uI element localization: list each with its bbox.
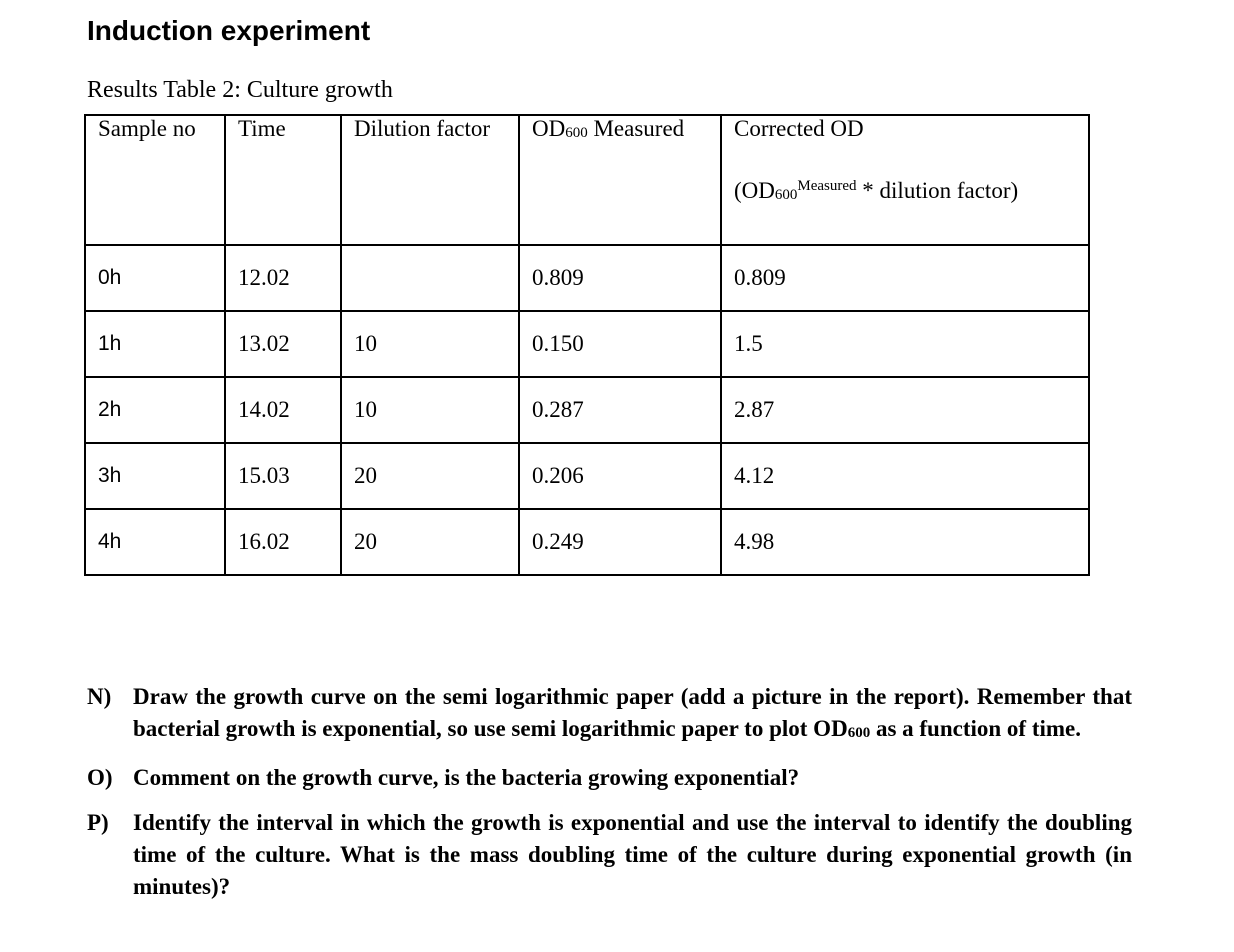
page-title: Induction experiment <box>87 15 371 46</box>
table-row <box>85 311 1089 377</box>
question-text-main: Draw the growth curve on the semi logarithmic paper (add a picture in the report). Remember that bacterial growth is exponential, so use semi logarithmic paper to plot OD <box>133 684 1132 741</box>
od-subscript: 600 <box>565 125 588 141</box>
table-row <box>85 509 1089 575</box>
question-letter: O) <box>87 765 113 790</box>
table-caption: Results Table 2: Culture growth <box>87 77 393 103</box>
cell-corrected-od: 2.87 <box>721 377 1089 443</box>
cell-sample: 0h <box>85 245 225 311</box>
cell-dilution <box>341 245 519 311</box>
cell-time: 15.03 <box>225 443 341 509</box>
cell-dilution: 10 <box>341 311 519 377</box>
cell-corrected-od: 1.5 <box>721 311 1089 377</box>
table-row <box>85 443 1089 509</box>
header-sample-no: Sample no <box>85 115 225 245</box>
corrected-od-formula <box>734 178 1076 204</box>
cell-time: 16.02 <box>225 509 341 575</box>
question-item <box>87 807 1132 903</box>
cell-dilution: 20 <box>341 443 519 509</box>
cell-od-measured: 0.206 <box>519 443 721 509</box>
od-measured-label: Measured <box>587 116 685 141</box>
cell-sample: 3h <box>85 443 225 509</box>
question-subscript: 600 <box>847 725 871 741</box>
header-corrected-od <box>721 115 1089 245</box>
cell-sample: 2h <box>85 377 225 443</box>
cell-corrected-od: 4.98 <box>721 509 1089 575</box>
question-letter: P) <box>87 810 109 835</box>
cell-sample: 4h <box>85 509 225 575</box>
question-text <box>133 681 1132 749</box>
question-text: Comment on the growth curve, is the bacteria growing exponential? <box>133 765 800 790</box>
header-time: Time <box>225 115 341 245</box>
cell-od-measured: 0.150 <box>519 311 721 377</box>
corrected-od-label: Corrected OD <box>734 116 864 141</box>
cell-time: 14.02 <box>225 377 341 443</box>
question-item <box>87 762 1132 794</box>
table-header-row <box>85 115 1089 245</box>
question-item <box>87 681 1132 749</box>
cell-corrected-od: 4.12 <box>721 443 1089 509</box>
formula-rest: * dilution factor) <box>856 178 1019 203</box>
cell-dilution: 10 <box>341 377 519 443</box>
od-label: OD <box>532 116 566 141</box>
cell-dilution: 20 <box>341 509 519 575</box>
cell-od-measured: 0.809 <box>519 245 721 311</box>
cell-corrected-od: 0.809 <box>721 245 1089 311</box>
table-row <box>85 245 1089 311</box>
question-text: Identify the interval in which the growth is exponential and use the interval to identify the doubling time of the culture. What is the mass doubling time of the culture during exponential growth (in minutes)? <box>133 810 1132 899</box>
question-text-tail: as a function of time. <box>870 716 1082 741</box>
results-table <box>84 114 1090 576</box>
cell-od-measured: 0.287 <box>519 377 721 443</box>
question-list <box>87 681 1132 916</box>
cell-sample: 1h <box>85 311 225 377</box>
header-od-measured <box>519 115 721 245</box>
cell-time: 13.02 <box>225 311 341 377</box>
formula-subscript: 600 <box>774 187 798 203</box>
table-row <box>85 377 1089 443</box>
question-letter: N) <box>87 684 112 709</box>
cell-time: 12.02 <box>225 245 341 311</box>
formula-superscript: Measured <box>797 178 857 194</box>
cell-od-measured: 0.249 <box>519 509 721 575</box>
header-dilution-factor: Dilution factor <box>341 115 519 245</box>
formula-open: (OD <box>734 178 775 203</box>
